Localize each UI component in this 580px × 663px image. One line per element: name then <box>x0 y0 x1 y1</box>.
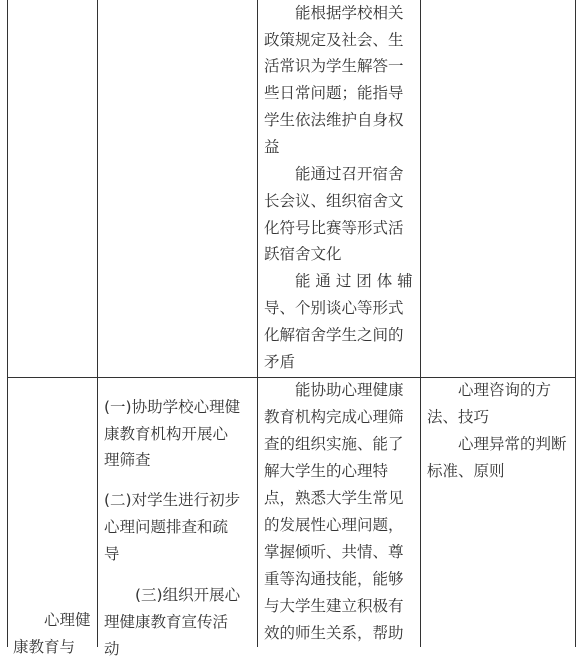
text-line: 化符号比赛等形式活 <box>264 219 404 237</box>
text-line: 些日常问题；能指导 <box>264 84 404 102</box>
text-line: 能通过召开宿舍 <box>264 165 404 183</box>
text-line: 标准、原则 <box>427 462 505 480</box>
text-line: 解大学生的心理特 <box>264 462 389 480</box>
table-border-left <box>7 0 8 647</box>
text-line: 能协助心理健康 <box>264 381 404 399</box>
text-line: 化解宿舍学生之间的 <box>264 326 404 344</box>
text-line: 掌握倾听、共情、尊 <box>264 543 404 561</box>
text-line: 点，熟悉大学生常见 <box>264 489 404 507</box>
text-line: 导 <box>104 545 120 563</box>
column-divider-2 <box>257 0 258 647</box>
text-line: 能根据学校相关 <box>264 4 404 22</box>
text-line: 动 <box>104 640 120 658</box>
text-line: 长会议、组织宿舍文 <box>264 192 404 210</box>
text-line: 学生依法维护自身权 <box>264 111 404 129</box>
text-line: 理筛查 <box>104 451 151 469</box>
text-line: 心理健 <box>13 611 91 629</box>
column-divider-1 <box>97 0 98 647</box>
text-line: (三)组织开展心 <box>104 586 241 604</box>
table-border-right <box>575 0 576 647</box>
text-line: 活常识为学生解答一 <box>264 57 404 75</box>
text-line: 益 <box>264 138 280 156</box>
text-line: 心理异常的判断 <box>427 435 567 453</box>
text-line: 法、技巧 <box>427 408 490 426</box>
text-line: 重等沟通技能，能够 <box>264 570 404 588</box>
text-line: 政策规定及社会、生 <box>264 31 404 49</box>
text-line: 与大学生建立积极有 <box>264 597 404 615</box>
text-line: 理健康教育宣传活 <box>104 613 229 631</box>
text-line: 心理问题排查和疏 <box>104 518 229 536</box>
text-line: 矛盾 <box>264 353 296 371</box>
text-line: (一)协助学校心理健 <box>104 398 241 416</box>
text-line: 康教育机构开展心 <box>104 425 229 443</box>
text-line: (二)对学生进行初步 <box>104 491 241 509</box>
text-line: 的发展性心理问题， <box>264 516 404 534</box>
text-line: 跃宿舍文化 <box>264 245 342 263</box>
text-line: 康教育与 <box>13 638 76 656</box>
text-line: 效的师生关系，帮助 <box>264 624 404 642</box>
text-line: 教育机构完成心理筛 <box>264 408 404 426</box>
text-line: 查的组织实施、能了 <box>264 435 404 453</box>
text-line: 导、个别谈心等形式 <box>264 299 404 317</box>
text-line: 心理咨询的方 <box>427 381 552 399</box>
column-divider-3 <box>420 0 421 647</box>
text-line: 能 通 过 团 体 辅 <box>264 272 413 290</box>
